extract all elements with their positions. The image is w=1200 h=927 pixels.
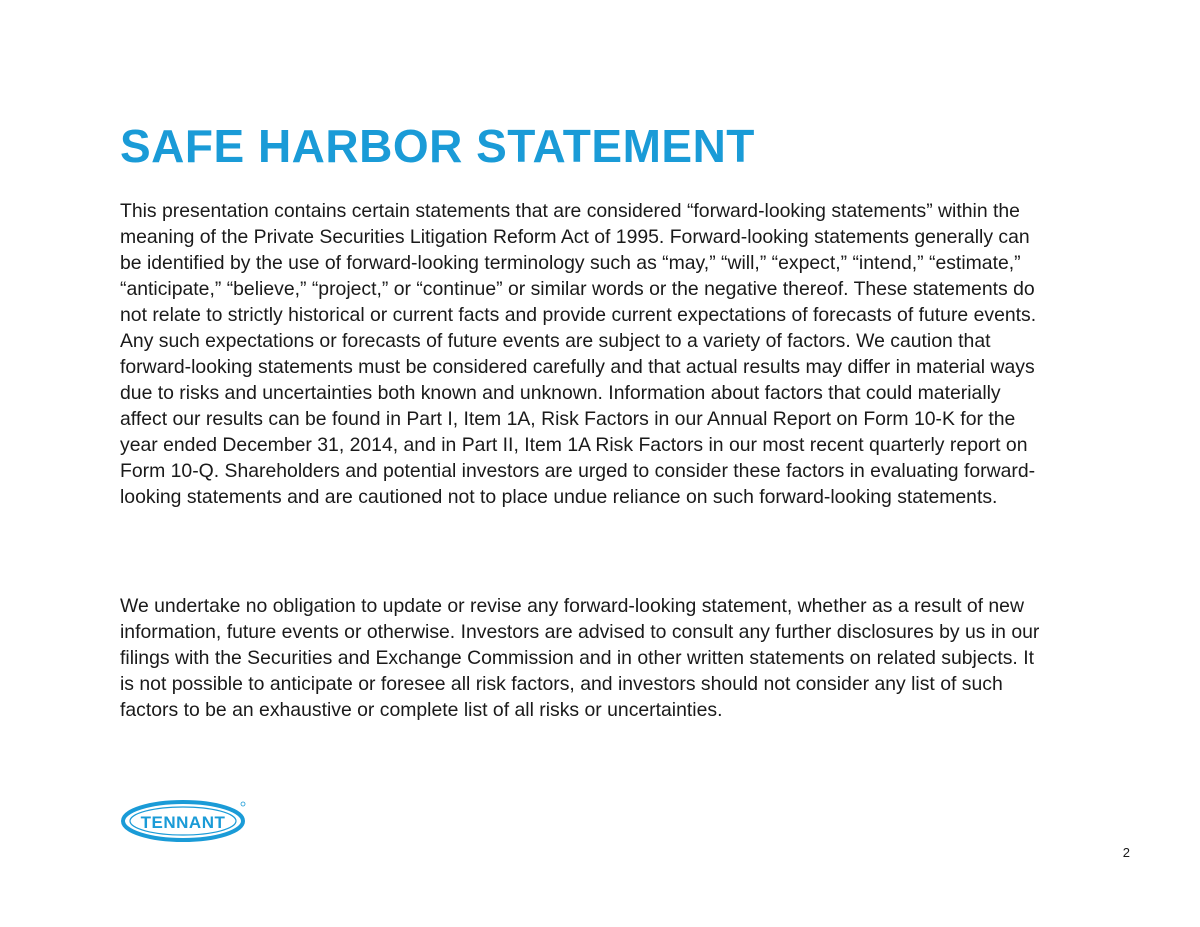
body-paragraph-2: We undertake no obligation to update or revise any forward-looking statement, whether as a result of new information, future events or otherwise. Investors are advised to consult any further disclosures by us in our filings with the Securities and Exchange Commission and in other written statements on related subjects. It is not possible to anticipate or foresee all risk factors, and investors should not consider any list of such factors to be an exhaustive or complete list of all risks or uncertainties. [120,595,1040,721]
page-number: 2 [1122,845,1130,860]
page-title: SAFE HARBOR STATEMENT [120,120,755,172]
body-paragraph-1: This presentation contains certain statements that are considered “forward-looking statements” within the meaning of the Private Securities Litigation Reform Act of 1995. Forward-looking statements generally can be identified by the use of forward-looking terminology such as “may,” “will,” “expect,” “intend,” “estimate,” “anticipate,” “believe,” “project,” or “continue” or similar words or the negative thereof. These statements do not relate to strictly historical or current facts and provide current expectations of forecasts of future events. Any such expectations or forecasts of future events are subject to a variety of factors. We caution that forward-looking statements must be considered carefully and that actual results may differ in material ways due to risks and uncertainties both known and unknown. Information about factors that could materially affect our results can be found in Part I, Item 1A, Risk Factors in our Annual Report on Form 10-K for the year ended December 31, 2014, and in Part II, Item 1A Risk Factors in our most recent quarterly report on Form 10-Q. Shareholders and potential investors are urged to consider these factors in evaluating forward-looking statements and are cautioned not to place undue reliance on such forward-looking statements. [120,200,1037,508]
logo-wordmark: TENNANT [140,813,226,832]
tennant-logo [120,799,250,843]
tennant-logo-icon [120,799,250,843]
